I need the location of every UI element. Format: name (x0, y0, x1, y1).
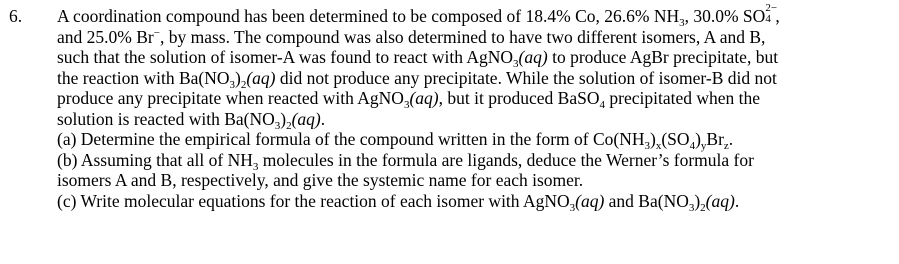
text-run: . (320, 108, 326, 129)
subscript: 3 (679, 17, 685, 29)
subscript: 3 (252, 160, 259, 173)
subscript: 2 (286, 119, 292, 132)
ion-charge-stack (765, 2, 778, 25)
text-run: and Ba(NO (604, 190, 689, 211)
italic-state-label: (aq) (409, 88, 439, 108)
text-run: , by mass. The compound was also determined to have two different isomers, A and B, (159, 26, 766, 47)
subscript: 3 (688, 201, 695, 214)
text-run: ) (650, 129, 656, 149)
text-run: . (728, 129, 734, 149)
subscript: z (723, 140, 729, 152)
text-run: to produce AgBr precipitate, but (547, 47, 779, 67)
subscript: x (655, 140, 662, 152)
subscript: 2 (700, 201, 706, 214)
text-run: ) (694, 190, 701, 211)
text-run: A coordination compound has been determined to be composed of 18.4% Co, 26.6% NH (57, 6, 680, 26)
ion-subscript: 4 (765, 13, 771, 25)
text-run: , 30.0% SO (684, 6, 766, 26)
italic-state-label: (aq) (246, 67, 276, 88)
text-run: produce any precipitate when reacted with AgNO (57, 88, 404, 108)
italic-state-label: (aq) (705, 190, 735, 211)
question-line (57, 150, 895, 171)
subscript: 3 (513, 58, 519, 70)
question-line (57, 129, 895, 150)
text-run: , but it produced BaSO (438, 88, 600, 108)
text-run: such that the solution of isomer-A was found to react with AgNO (57, 47, 514, 67)
question-line (57, 170, 895, 191)
text-run: (b) Assuming that all of NH (57, 149, 253, 170)
subscript: 3 (274, 119, 281, 132)
subscript: 2 (240, 78, 247, 91)
question-number: 6. (9, 6, 23, 26)
text-run: (SO (661, 129, 690, 149)
text-run: (a) Determine the empirical formula of the compound written in the form of Co(NH (57, 129, 645, 149)
subscript: 3 (569, 201, 576, 214)
text-run: Br (706, 129, 724, 149)
text-run: ) (695, 129, 701, 149)
question-line (57, 68, 895, 89)
text-run: ) (235, 67, 241, 88)
question-line (57, 88, 895, 109)
subscript: 4 (599, 99, 605, 111)
superscript: − (153, 26, 160, 39)
subscript: 3 (644, 140, 651, 152)
subscript: 3 (229, 78, 236, 91)
text-run: did not produce any precipitate. While the solution of isomer-B did not (275, 67, 777, 88)
subscript: y (700, 140, 707, 152)
text-run: . (734, 190, 740, 211)
text-run: the reaction with Ba(NO (57, 67, 230, 88)
italic-state-label: (aq) (575, 190, 605, 211)
question-line (57, 27, 895, 48)
question-line (57, 109, 895, 130)
question-line (57, 47, 895, 68)
subscript: 4 (689, 140, 696, 152)
italic-state-label: (aq) (291, 108, 321, 129)
text-run: isomers A and B, respectively, and give the systemic name for each isomer. (57, 170, 584, 190)
question-line (57, 2, 895, 29)
subscript: 3 (403, 99, 410, 111)
ion-charge: 2− (765, 2, 778, 14)
text-run: , (775, 6, 780, 26)
text-run: precipitated when the (605, 88, 761, 108)
text-run: and 25.0% Br (57, 26, 154, 47)
text-run: ) (280, 108, 287, 129)
text-run: (c) Write molecular equations for the reaction of each isomer with AgNO (57, 190, 570, 211)
text-run: solution is reacted with Ba(NO (57, 108, 275, 129)
question-line (57, 191, 895, 212)
italic-state-label: (aq) (518, 47, 548, 67)
text-run: molecules in the formula are ligands, deduce the Werner’s formula for (258, 149, 754, 170)
question-text (57, 2, 895, 214)
